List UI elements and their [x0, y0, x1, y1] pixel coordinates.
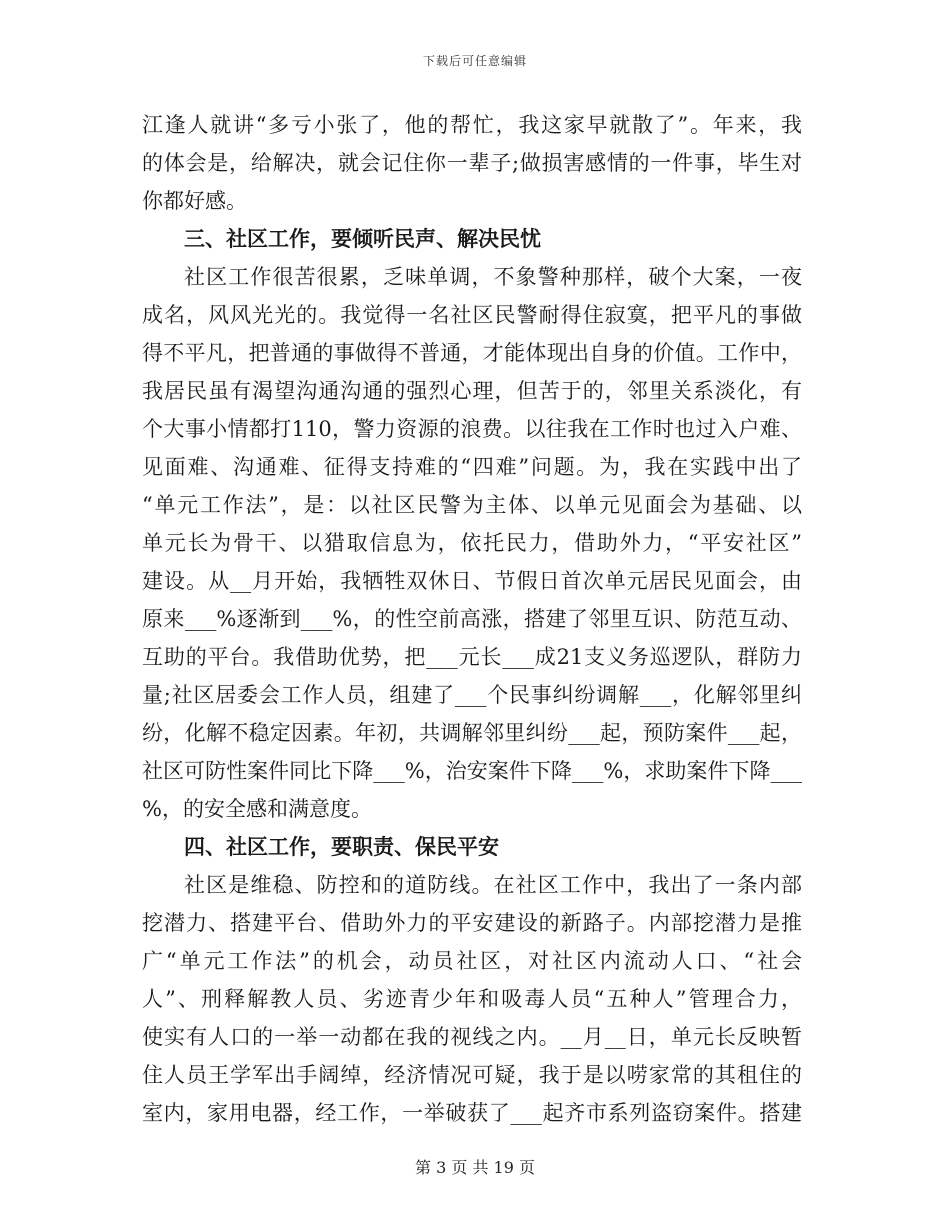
text-line: 建设。从__月开始，我牺牲双休日、节假日首次单元居民见面会，由 [142, 569, 802, 593]
text-line: 社区是维稳、防控和的道防线。在社区工作中，我出了一条内部 [184, 873, 802, 897]
text-line: 我居民虽有渴望沟通沟通的强烈心理，但苦于的，邻里关系淡化，有 [142, 379, 802, 403]
text-line: 纷，化解不稳定因素。年初，共调解邻里纠纷___起，预防案件___起， [142, 721, 802, 745]
section-heading-3: 三、社区工作，要倾听民声、解决民忧 [184, 226, 541, 251]
text-line: 挖潜力、搭建平台、借助外力的平安建设的新路子。内部挖潜力是推 [142, 911, 802, 935]
text-line: 社区可防性案件同比下降___%，治安案件下降___%，求助案件下降___ [142, 759, 802, 783]
text-line: 原来___%逐渐到___%，的性空前高涨，搭建了邻里互识、防范互动、 [142, 607, 802, 631]
text-line: 单元长为骨干、以猎取信息为，依托民力，借助外力，“平安社区” [142, 531, 802, 555]
page-header: 下载后可任意编辑 [422, 54, 527, 68]
page-footer: 第 3 页 共 19 页 [415, 1158, 535, 1177]
text-line: 成名，风风光光的。我觉得一名社区民警耐得住寂寞，把平凡的事做 [142, 303, 802, 327]
text-line: 住人员王学军出手阔绰，经济情况可疑，我于是以唠家常的其租住的 [142, 1063, 802, 1087]
document-body [142, 106, 802, 1132]
text-line: 个大事小情都打110，警力资源的浪费。以往我在工作时也过入户难、 [142, 417, 802, 441]
text-line: %，的安全感和满意度。 [142, 797, 372, 821]
text-line: 量;社区居委会工作人员，组建了___个民事纠纷调解___，化解邻里纠 [142, 683, 802, 707]
text-line: 人”、刑释解教人员、劣迹青少年和吸毒人员“五种人”管理合力， [142, 987, 802, 1011]
text-line: 你都好感。 [142, 189, 247, 213]
text-line: 的体会是，给解决，就会记住你一辈子;做损害感情的一件事，毕生对 [142, 151, 802, 175]
text-line: 得不平凡，把普通的事做得不普通，才能体现出自身的价值。工作中， [142, 341, 802, 365]
text-line: 使实有人口的一举一动都在我的视线之内。__月__日，单元长反映暂 [142, 1025, 802, 1049]
text-line: 江逢人就讲“多亏小张了，他的帮忙，我这家早就散了”。年来，我 [142, 113, 802, 137]
text-line: 室内，家用电器，经工作，一举破获了___起齐市系列盗窃案件。搭建 [142, 1101, 802, 1125]
text-line: 广“单元工作法”的机会，动员社区，对社区内流动人口、“社会 [142, 949, 802, 973]
section-heading-4: 四、社区工作，要职责、保民平安 [184, 834, 499, 859]
text-line: “单元工作法”，是：以社区民警为主体、以单元见面会为基础、以 [142, 493, 802, 517]
text-line: 见面难、沟通难、征得支持难的“四难”问题。为，我在实践中出了 [142, 455, 802, 479]
text-line: 社区工作很苦很累，乏味单调，不象警种那样，破个大案，一夜 [184, 265, 802, 289]
text-line: 互助的平台。我借助优势，把___元长___成21支义务巡逻队，群防力 [142, 645, 802, 669]
